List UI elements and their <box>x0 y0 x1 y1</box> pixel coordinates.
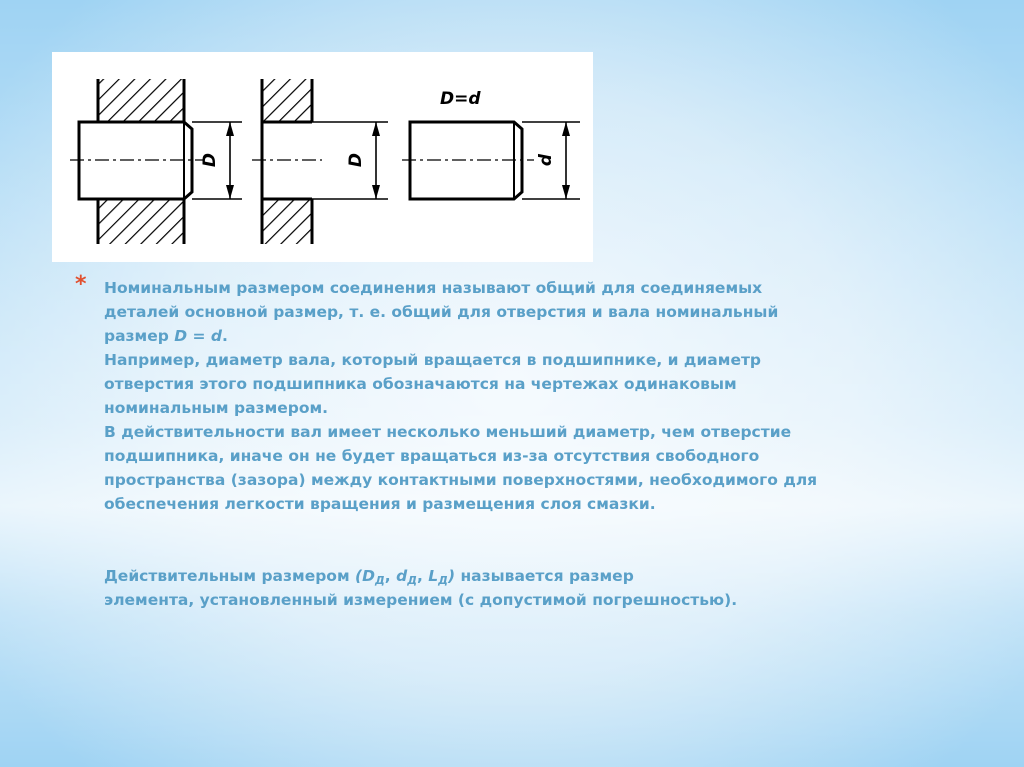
symbol-equals: = <box>187 327 211 345</box>
p1-line-6: номинальным размером. <box>104 399 329 417</box>
paragraph-gap <box>104 516 894 564</box>
subscript-2: Д <box>407 574 417 587</box>
housing-top-hatch <box>98 79 184 122</box>
p1-line-10: обеспечения легкости вращения и размещения слоя смазки. <box>104 495 656 513</box>
p1-line-9: пространства (зазора) между контактными поверхностями, необходимого для <box>104 471 818 489</box>
symbol-D: D <box>174 327 188 345</box>
p1-line-2: деталей основной размер, т. е. общий для отверстия и вала номинальный <box>104 303 779 321</box>
p1-line-7: В действительности вал имеет несколько меньший диаметр, чем отверстие <box>104 423 792 441</box>
p1-line-5: отверстия этого подшипника обозначаются на чертежах одинаковым <box>104 375 737 393</box>
label-D-eq-d: D=d <box>440 89 481 109</box>
p2-line-1-suffix: называется размер <box>455 567 634 585</box>
symbol-L-actual: L <box>428 567 439 585</box>
drawing-1 <box>70 79 242 244</box>
subscript-1: Д <box>374 574 385 587</box>
paren-close: ) <box>447 567 456 585</box>
p2-line-1 <box>104 564 894 588</box>
p1-line-1: Номинальным размером соединения называют общий для соединяемых <box>104 279 763 297</box>
symbol-D-actual: D <box>362 567 375 585</box>
p1-line-8: подшипника, иначе он не будет вращаться из-за отсутствия свободного <box>104 447 760 465</box>
bullet-star: * <box>75 272 87 297</box>
p1-line-4: Например, диаметр вала, который вращается в подшипнике, и диаметр <box>104 351 762 369</box>
separator-2: , <box>416 567 429 585</box>
drawing-2 <box>252 79 388 244</box>
dim-label-D-1: D <box>200 152 220 168</box>
p1-line-3 <box>104 324 894 348</box>
dim-label-D-2: D <box>346 152 366 168</box>
symbol-d: d <box>210 327 222 345</box>
p2-line-1-prefix: Действительным размером <box>104 567 356 585</box>
paren-open: ( <box>355 567 363 585</box>
housing2-top-hatch <box>262 79 312 122</box>
housing2-bottom-hatch <box>262 199 312 244</box>
p1-line-3-end: . <box>222 327 228 345</box>
technical-drawing <box>52 52 593 262</box>
subscript-3: Д <box>438 574 448 587</box>
p1-line-3-prefix: размер <box>104 327 175 345</box>
housing-bottom-hatch <box>98 199 184 244</box>
p2-line-2: элемента, установленный измерением (с допустимой погрешностью). <box>104 591 738 609</box>
symbol-d-actual: d <box>396 567 408 585</box>
separator-1: , <box>384 567 397 585</box>
drawing-svg <box>52 52 593 262</box>
drawing-3 <box>402 89 580 199</box>
dim-label-d: d <box>536 153 556 167</box>
body-text <box>104 276 894 612</box>
